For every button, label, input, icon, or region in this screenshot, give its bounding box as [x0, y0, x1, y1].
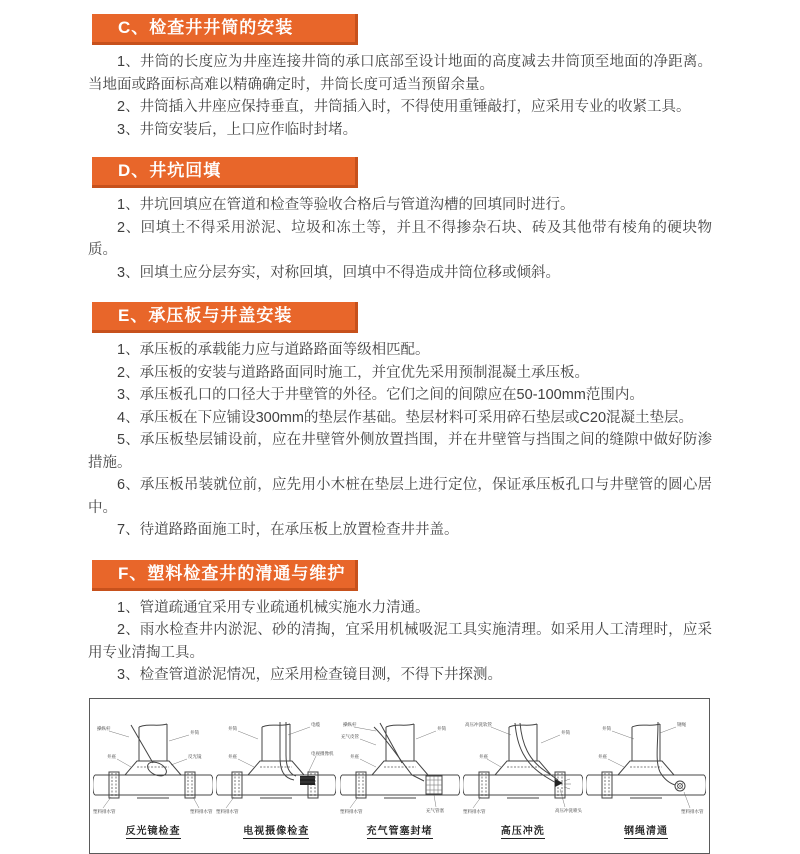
paragraph: 3、回填土应分层夯实，对称回填，回填中不得造成井筒位移或倾斜。 — [117, 264, 561, 281]
paragraph: 2、井筒插入井座应保持垂直，井筒插入时，不得使用重锤敲打，应采用专业的收紧工具。 — [117, 99, 691, 115]
paragraph: 1、管道疏通宜采用专业疏通机械实施水力清通。 — [117, 599, 430, 616]
figure-label: 井座 — [478, 753, 488, 759]
figure-label: 塑料排水管 — [93, 808, 116, 814]
figure-label: 高压冲洗软管 — [464, 721, 492, 727]
section-title-f: F、塑料检查井的清通与维护 — [118, 563, 346, 583]
section-banner-c — [92, 14, 358, 45]
figure-label: 塑料排水管 — [339, 808, 362, 814]
figure-caption: 反光镜检查 — [126, 822, 181, 839]
figure-label: 塑料排水管 — [462, 808, 486, 814]
paragraph: 2、雨水检查井内淤泥、砂的清掏，宜采用机械吸泥工具实施清理。如采用人工清理时，应采用专业清掏工具。 — [88, 622, 712, 661]
figure-inflatable-plug-sealing — [339, 717, 461, 839]
paragraph: 5、承压板垫层铺设前，应在井壁管外侧放置挡围，并在井壁管与挡围之间的缝隙中做好防渗措施。 — [88, 432, 712, 471]
section-body-e — [88, 339, 712, 542]
mirror-inspection-drawing — [93, 717, 213, 819]
figure-mirror-inspection — [92, 717, 214, 839]
figure-label: 井筒 — [436, 725, 446, 731]
figure-label: 井筒 — [560, 729, 570, 735]
figure-caption: 钢绳清通 — [624, 822, 668, 839]
paragraph: 1、井筒的长度应为井座连接井筒的承口底部至设计地面的高度减去井筒顶至地面的净距离。当地面或路面标高难以精确确定时，井筒长度可适当预留余量。 — [88, 54, 712, 93]
figure-label: 塑料排水管 — [216, 808, 239, 814]
section-title-e: E、承压板与井盖安装 — [118, 306, 293, 325]
figure-caption: 高压冲洗 — [501, 822, 545, 839]
figure-label: 充气皮管 — [340, 733, 359, 739]
diagram-panel — [89, 698, 710, 854]
figure-label: 井座 — [228, 753, 238, 759]
figure-caption: 充气管塞封堵 — [367, 822, 433, 839]
figure-label: 井筒 — [190, 729, 199, 735]
figure-label: 反光镜 — [188, 753, 202, 759]
figure-label: 高压冲洗喷头 — [554, 807, 582, 813]
inflatable-plug-sealing-drawing — [340, 717, 460, 819]
paragraph: 3、承压板孔口的口径大于井壁管的外径。它们之间的间隙应在50-100mm范围内。 — [117, 387, 644, 403]
figure-high-pressure-flushing — [462, 717, 584, 839]
figure-label: 井座 — [107, 753, 116, 759]
figure-label: 塑料排水管 — [681, 808, 704, 814]
figure-label: 井筒 — [602, 725, 611, 731]
section-banner-e — [92, 302, 358, 333]
figure-label: 塑料排水管 — [190, 808, 213, 814]
tv-camera-inspection-drawing — [216, 717, 336, 819]
figure-tv-camera-inspection — [215, 717, 337, 839]
paragraph: 7、待道路路面施工时，在承压板上放置检查井井盖。 — [117, 522, 459, 538]
figure-label: 电视摄像机 — [311, 750, 334, 756]
figure-label: 井座 — [349, 753, 359, 759]
section-body-f — [88, 597, 712, 687]
figure-label: 电缆 — [311, 721, 321, 727]
section-body-d — [88, 194, 712, 284]
high-pressure-flushing-drawing — [463, 717, 583, 819]
paragraph: 2、承压板的安装与道路路面同时施工，并宜优先采用预制混凝土承压板。 — [117, 364, 590, 381]
figure-label: 操纵杆 — [97, 725, 111, 731]
paragraph: 1、承压板的承载能力应与道路路面等级相匹配。 — [117, 342, 430, 358]
figure-label: 操纵杆 — [342, 721, 356, 727]
figure-label: 充气管塞 — [425, 807, 444, 813]
figure-caption: 电视摄像检查 — [243, 822, 309, 839]
figure-label: 井座 — [598, 753, 607, 759]
section-body-c — [88, 51, 712, 141]
document-page — [88, 0, 712, 854]
paragraph: 3、检查管道淤泥情况，应采用检查镜目测，不得下井探测。 — [117, 667, 503, 683]
section-title-d: D、井坑回填 — [118, 161, 222, 180]
figure-label: 井筒 — [228, 725, 238, 731]
section-banner-f — [92, 560, 358, 591]
paragraph: 2、回填土不得采用淤泥、垃圾和冻土等，并且不得掺杂石块、砖及其他带有棱角的硬块物质。 — [88, 219, 712, 258]
steel-rope-clearing-drawing — [586, 717, 706, 819]
figure-steel-rope-clearing — [585, 717, 707, 839]
paragraph: 4、承压板在下应铺设300mm的垫层作基础。垫层材料可采用碎石垫层或C20混凝土垫层。 — [117, 409, 694, 426]
figure-label: 钢绳 — [677, 721, 686, 727]
paragraph: 6、承压板吊装就位前，应先用小木桩在垫层上进行定位，保证承压板孔口与井壁管的圆心居中。 — [88, 477, 712, 516]
paragraph: 3、井筒安装后，上口应作临时封堵。 — [117, 121, 358, 138]
section-banner-d — [92, 157, 358, 188]
section-title-c: C、检查井井筒的安装 — [118, 18, 294, 37]
paragraph: 1、井坑回填应在管道和检查等验收合格后与管道沟槽的回填同时进行。 — [117, 197, 575, 213]
